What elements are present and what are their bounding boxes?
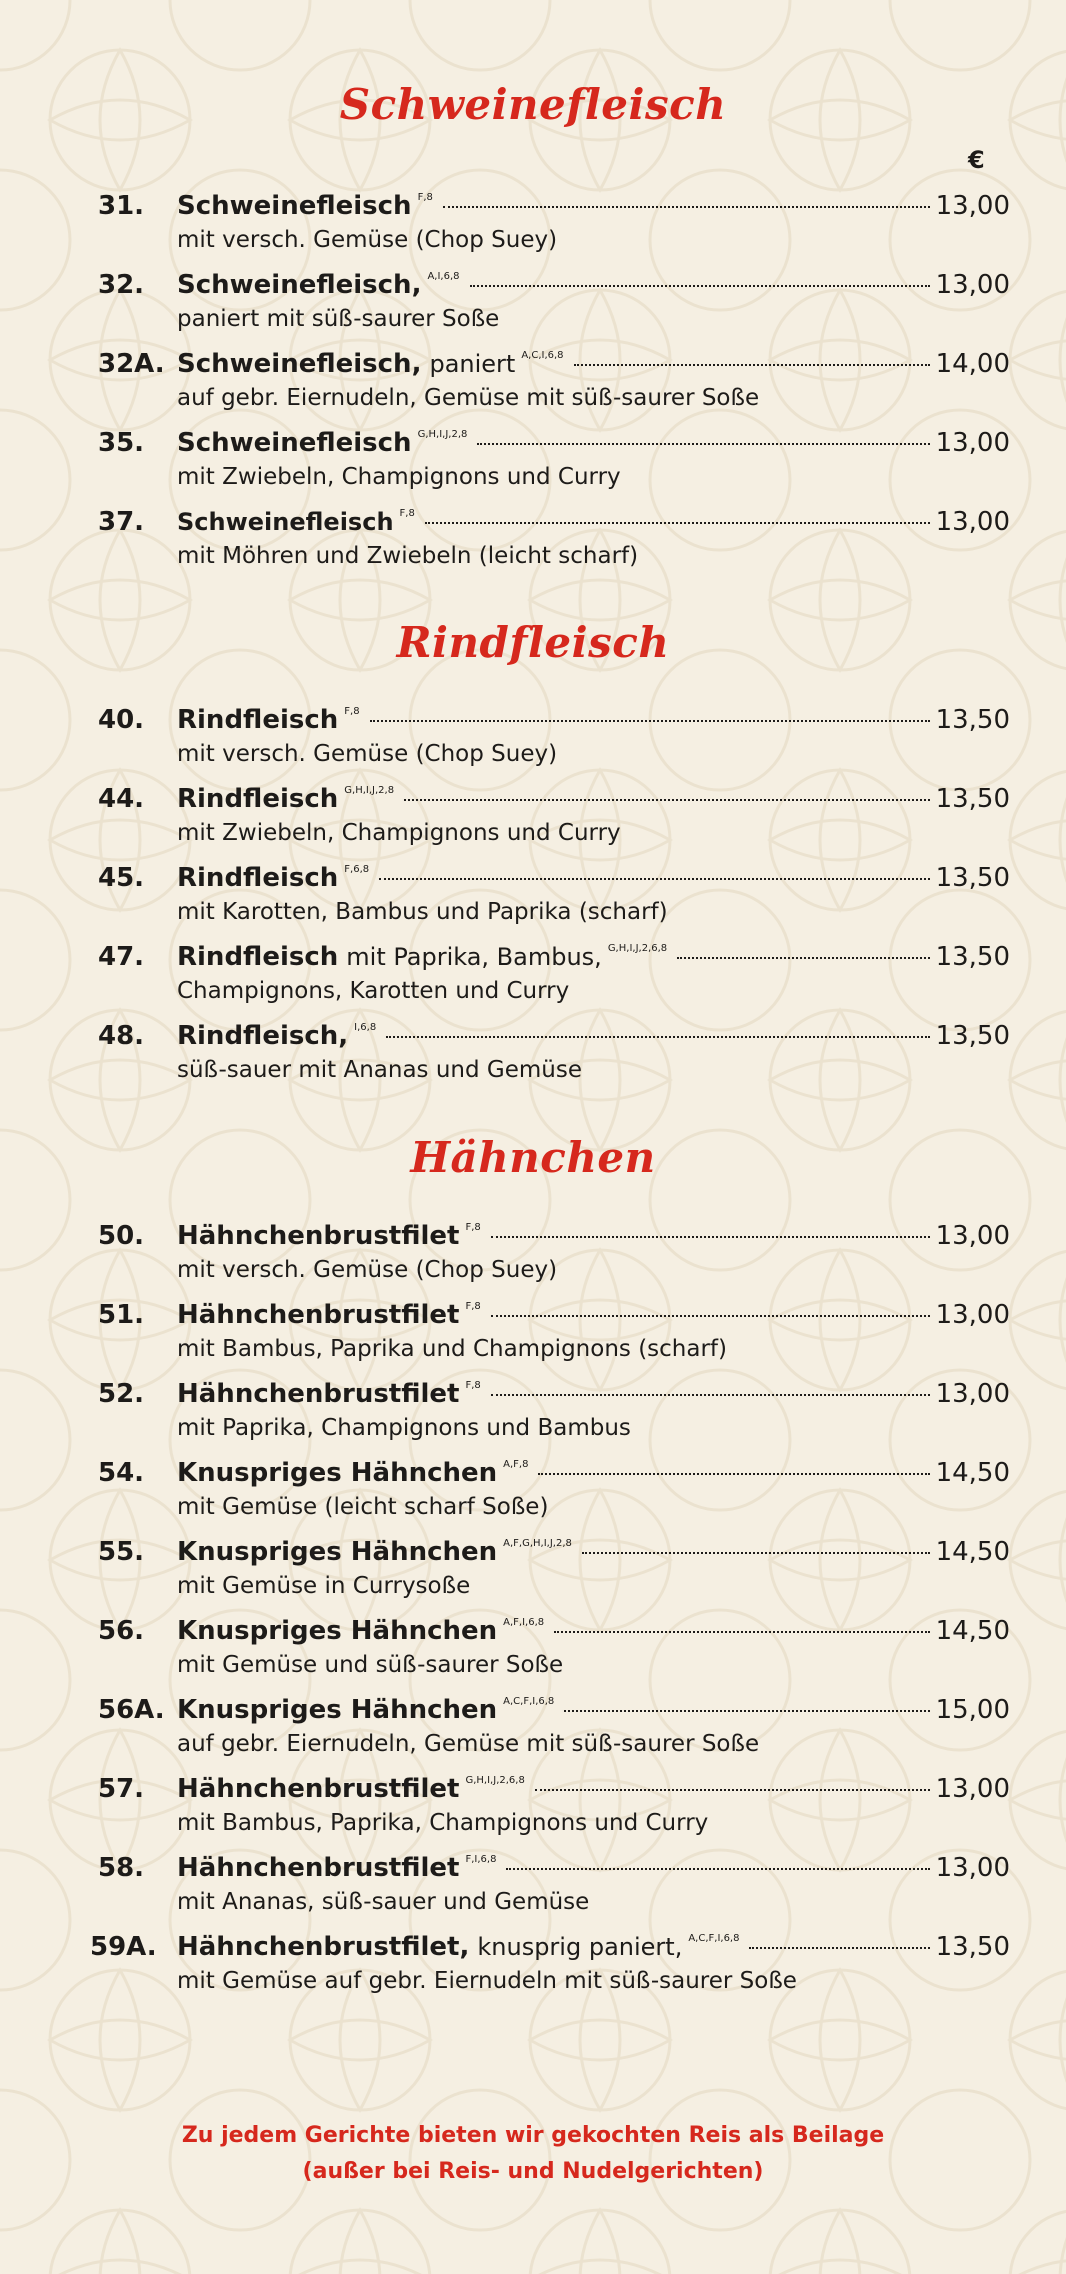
item-number: 40.: [98, 705, 145, 735]
menu-item-31: [0, 188, 1066, 264]
item-allergens: G,H,I,J,2,6,8: [607, 943, 668, 954]
leader-dots: [491, 1392, 930, 1396]
footer-note: [0, 2118, 1066, 2190]
item-allergens: A,C,F,I,6,8: [503, 1696, 555, 1707]
item-price: 14,50: [935, 1537, 1010, 1567]
item-price: 13,00: [935, 191, 1010, 221]
item-name-extra: mit Paprika, Bambus,: [346, 943, 602, 971]
item-allergens: A,C,F,I,6,8: [688, 1933, 740, 1944]
item-allergens: F,8: [465, 1301, 481, 1312]
menu-item-57: [0, 1771, 1066, 1847]
leader-dots: [506, 1866, 929, 1870]
menu-item-51: [0, 1297, 1066, 1373]
leader-dots: [370, 718, 930, 722]
item-name: Hähnchenbrustfilet: [177, 1853, 460, 1883]
item-price: 14,00: [935, 349, 1010, 379]
item-description: mit Bambus, Paprika und Champignons (scharf): [177, 1336, 727, 1362]
item-description: paniert mit süß-saurer Soße: [177, 306, 500, 332]
menu-item-52: [0, 1376, 1066, 1452]
item-description: Champignons, Karotten und Curry: [177, 978, 570, 1004]
item-price: 13,00: [935, 1774, 1010, 1804]
item-number: 44.: [98, 784, 145, 814]
leader-dots: [538, 1471, 929, 1475]
item-price: 14,50: [935, 1458, 1010, 1488]
item-name-extra: knusprig paniert,: [477, 1933, 683, 1961]
item-price: 13,50: [935, 1021, 1010, 1051]
item-allergens: F,8: [344, 706, 360, 717]
item-name: Rindfleisch,: [177, 1021, 349, 1051]
leader-dots: [564, 1708, 929, 1712]
item-number: 32A.: [98, 349, 165, 379]
leader-dots: [477, 441, 929, 445]
item-allergens: A,F,I,6,8: [503, 1617, 545, 1628]
item-name: Knuspriges Hähnchen: [177, 1616, 498, 1646]
item-name: Hähnchenbrustfilet,: [177, 1932, 470, 1962]
leader-dots: [574, 362, 930, 366]
item-description: mit Paprika, Champignons und Bambus: [177, 1415, 631, 1441]
leader-dots: [554, 1629, 929, 1633]
item-number: 58.: [98, 1853, 145, 1883]
item-description: mit versch. Gemüse (Chop Suey): [177, 227, 558, 253]
item-allergens: F,8: [417, 192, 433, 203]
menu-item-32a: [0, 346, 1066, 422]
item-price: 13,00: [935, 1379, 1010, 1409]
item-allergens: A,F,G,H,I,J,2,8: [503, 1538, 572, 1549]
menu-item-56: [0, 1613, 1066, 1689]
item-name: Schweinefleisch,: [177, 349, 422, 379]
item-number: 56A.: [98, 1695, 165, 1725]
item-description: mit Karotten, Bambus und Paprika (scharf): [177, 899, 668, 925]
menu-item-55: [0, 1534, 1066, 1610]
item-number: 50.: [98, 1221, 145, 1251]
item-name: Knuspriges Hähnchen: [177, 1537, 498, 1567]
item-price: 13,00: [935, 1300, 1010, 1330]
item-number: 52.: [98, 1379, 145, 1409]
item-name: Schweinefleisch: [177, 428, 412, 458]
footer-line-2: (außer bei Reis- und Nudelgerichten): [302, 2159, 764, 2184]
item-allergens: A,C,I,6,8: [521, 350, 564, 361]
item-price: 13,50: [935, 784, 1010, 814]
item-number: 32.: [98, 270, 145, 300]
item-description: mit Ananas, süß-sauer und Gemüse: [177, 1889, 590, 1915]
item-allergens: F,8: [465, 1222, 481, 1233]
item-name: Hähnchenbrustfilet: [177, 1774, 460, 1804]
item-allergens: A,F,8: [503, 1459, 529, 1470]
item-description: auf gebr. Eiernudeln, Gemüse mit süß-saurer Soße: [177, 385, 760, 411]
item-price: 14,50: [935, 1616, 1010, 1646]
item-price: 13,00: [935, 270, 1010, 300]
item-number: 45.: [98, 863, 145, 893]
menu-item-48: [0, 1018, 1066, 1094]
item-number: 51.: [98, 1300, 145, 1330]
menu-item-58: [0, 1850, 1066, 1926]
item-allergens: A,I,6,8: [427, 271, 460, 282]
menu-item-40: [0, 702, 1066, 778]
item-description: mit versch. Gemüse (Chop Suey): [177, 1257, 558, 1283]
item-price: 13,00: [935, 1853, 1010, 1883]
item-description: süß-sauer mit Ananas und Gemüse: [177, 1057, 582, 1083]
item-description: mit Zwiebeln, Champignons und Curry: [177, 820, 621, 846]
item-price: 13,00: [935, 428, 1010, 458]
item-allergens: G,H,I,J,2,8: [417, 429, 468, 440]
menu-item-50: [0, 1218, 1066, 1294]
item-name: Schweinefleisch,: [177, 270, 422, 300]
menu-item-47: [0, 939, 1066, 1015]
item-description: mit Bambus, Paprika, Champignons und Curry: [177, 1810, 709, 1836]
item-name: Hähnchenbrustfilet: [177, 1300, 460, 1330]
menu-item-45: [0, 860, 1066, 936]
item-name: Schweinefleisch: [177, 508, 394, 536]
item-price: 13,50: [935, 1932, 1010, 1962]
item-allergens: I,6,8: [354, 1022, 377, 1033]
item-number: 59A.: [90, 1932, 157, 1962]
item-name: Knuspriges Hähnchen: [177, 1695, 498, 1725]
menu-item-54: [0, 1455, 1066, 1531]
menu-item-32: [0, 267, 1066, 343]
item-allergens: F,8: [399, 508, 415, 519]
leader-dots: [404, 797, 929, 801]
leader-dots: [491, 1234, 930, 1238]
item-number: 31.: [98, 191, 145, 221]
item-description: mit Gemüse auf gebr. Eiernudeln mit süß-saurer Soße: [177, 1968, 797, 1994]
item-name: Rindfleisch: [177, 942, 339, 972]
item-allergens: F,8: [465, 1380, 481, 1391]
menu-item-35: [0, 425, 1066, 501]
item-description: mit Gemüse und süß-saurer Soße: [177, 1652, 564, 1678]
leader-dots: [749, 1945, 929, 1949]
item-description: mit Zwiebeln, Champignons und Curry: [177, 464, 621, 490]
item-name: Knuspriges Hähnchen: [177, 1458, 498, 1488]
item-description: mit Gemüse in Currysoße: [177, 1573, 471, 1599]
menu-item-37: [0, 504, 1066, 580]
menu-item-56a: [0, 1692, 1066, 1768]
section-title-rindfleisch: Rindfleisch: [396, 618, 670, 667]
item-price: 13,50: [935, 942, 1010, 972]
item-price: 13,00: [935, 1221, 1010, 1251]
footer-line-1: Zu jedem Gerichte bieten wir gekochten Reis als Beilage: [181, 2123, 885, 2148]
item-name: Rindfleisch: [177, 784, 339, 814]
item-description: mit versch. Gemüse (Chop Suey): [177, 741, 558, 767]
item-number: 35.: [98, 428, 145, 458]
item-name: Rindfleisch: [177, 705, 339, 735]
item-number: 55.: [98, 1537, 145, 1567]
item-allergens: F,I,6,8: [465, 1854, 497, 1865]
item-allergens: G,H,I,J,2,6,8: [465, 1775, 525, 1786]
item-number: 37.: [98, 507, 145, 537]
item-number: 48.: [98, 1021, 145, 1051]
item-name: Schweinefleisch: [177, 191, 412, 221]
item-price: 13,50: [935, 705, 1010, 735]
leader-dots: [425, 520, 930, 524]
leader-dots: [443, 204, 930, 208]
item-number: 47.: [98, 942, 145, 972]
item-name-extra: paniert: [429, 350, 516, 378]
menu-item-44: [0, 781, 1066, 857]
menu-item-59a: [0, 1929, 1066, 2005]
leader-dots: [470, 283, 930, 287]
leader-dots: [379, 876, 929, 880]
item-name: Hähnchenbrustfilet: [177, 1221, 460, 1251]
section-title-schweinefleisch: Schweinefleisch: [339, 80, 727, 129]
item-price: 13,00: [935, 507, 1010, 537]
item-price: 15,00: [935, 1695, 1010, 1725]
item-number: 56.: [98, 1616, 145, 1646]
item-allergens: G,H,I,J,2,8: [344, 785, 395, 796]
item-name: Hähnchenbrustfilet: [177, 1379, 460, 1409]
item-name: Rindfleisch: [177, 863, 339, 893]
leader-dots: [386, 1034, 929, 1038]
leader-dots: [677, 955, 929, 959]
leader-dots: [491, 1313, 930, 1317]
item-description: mit Gemüse (leicht scharf Soße): [177, 1494, 549, 1520]
item-price: 13,50: [935, 863, 1010, 893]
item-description: mit Möhren und Zwiebeln (leicht scharf): [177, 543, 639, 569]
item-description: auf gebr. Eiernudeln, Gemüse mit süß-saurer Soße: [177, 1731, 760, 1757]
currency-symbol: €: [968, 146, 985, 174]
leader-dots: [582, 1550, 930, 1554]
item-number: 57.: [98, 1774, 145, 1804]
leader-dots: [535, 1787, 930, 1791]
item-allergens: F,6,8: [344, 864, 370, 875]
item-number: 54.: [98, 1458, 145, 1488]
section-title-haehnchen: Hähnchen: [410, 1133, 656, 1182]
